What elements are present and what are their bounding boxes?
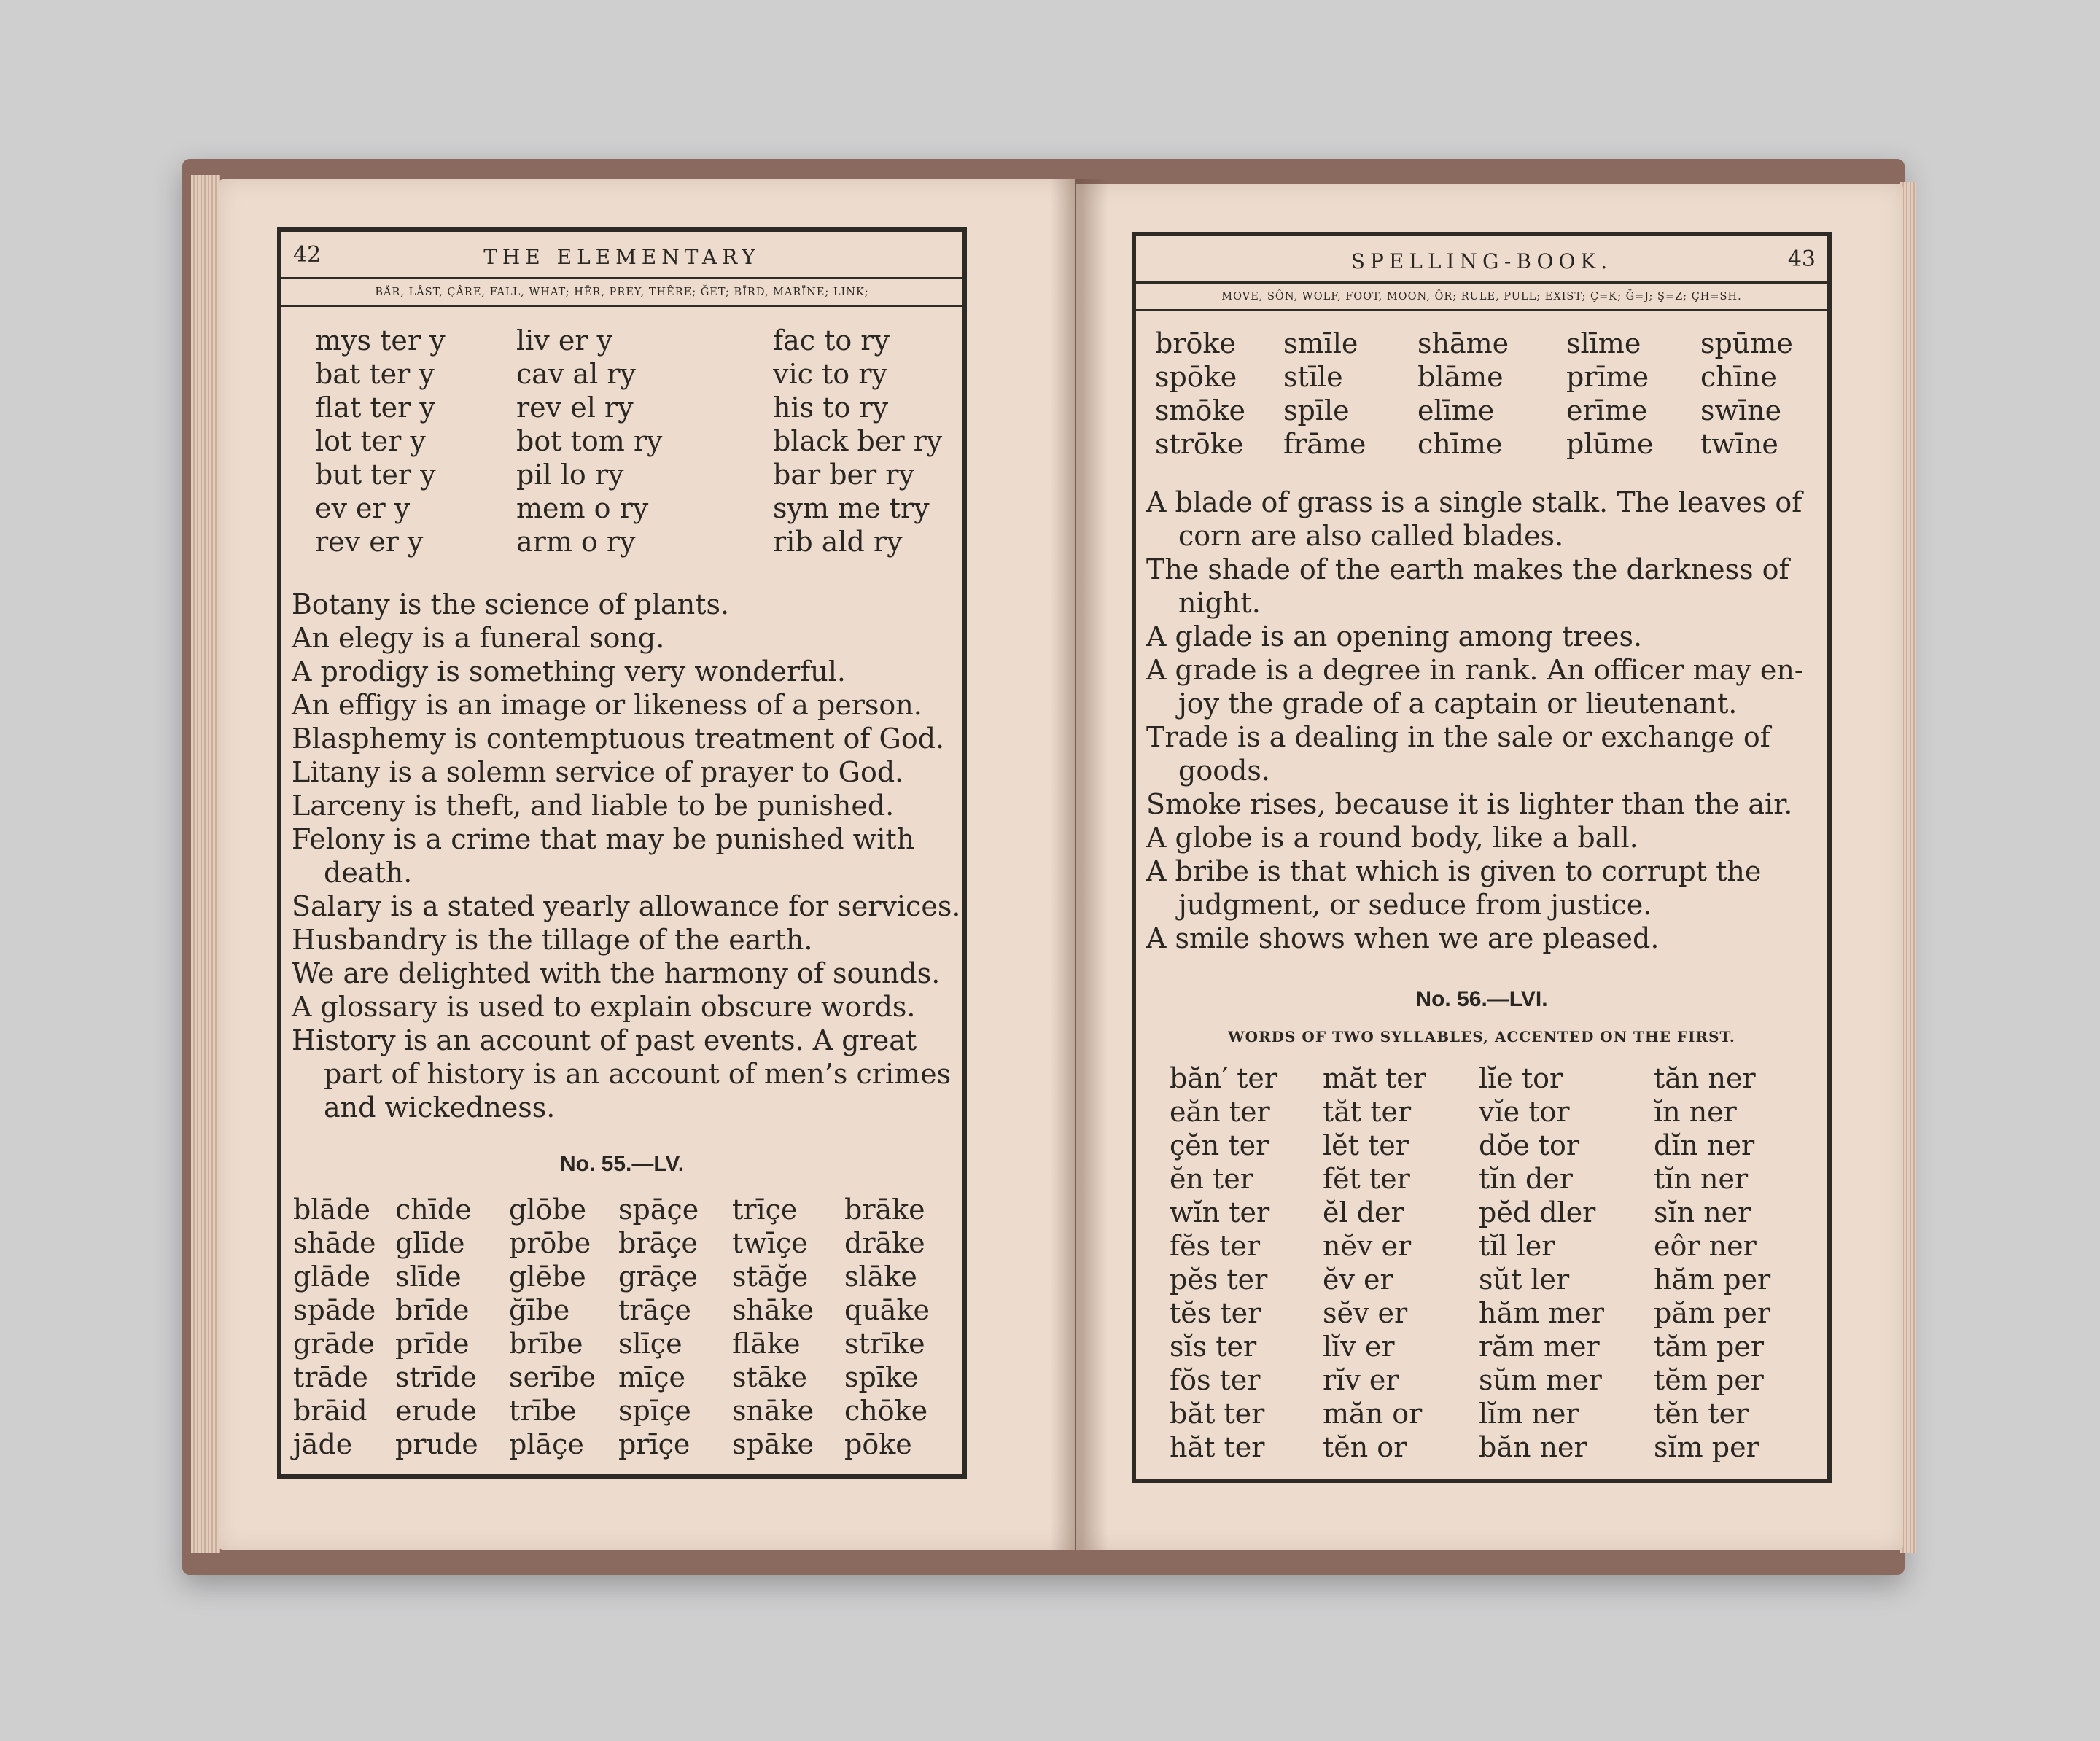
word-cell: his to ry [773, 392, 889, 424]
lesson-word: spāçe [618, 1193, 699, 1226]
lesson-word: brībe [509, 1328, 583, 1360]
lesson-word: lĭm ner [1479, 1398, 1579, 1430]
lesson-word: prude [395, 1428, 478, 1460]
lesson-title: No. 55.—LV. [559, 1152, 685, 1176]
lesson-word: tăt ter [1323, 1096, 1412, 1128]
word-cell: rev el ry [516, 392, 634, 424]
lesson-word: glīde [395, 1227, 465, 1259]
word-cell: rev er y [315, 526, 424, 558]
running-title: THE ELEMENTARY [483, 245, 761, 269]
sentence-line: An elegy is a funeral song. [292, 622, 665, 654]
word-cell: slīme [1566, 327, 1641, 359]
sentence-line: Trade is a dealing in the sale or exchange of [1146, 721, 1770, 753]
lesson-word: brāke [844, 1193, 925, 1226]
lesson-word: serībe [509, 1361, 596, 1393]
lesson-word: sĭm per [1654, 1431, 1759, 1463]
lesson-word: trībe [509, 1395, 577, 1427]
lesson-word: hăm mer [1479, 1297, 1604, 1329]
sentence-line: Husbandry is the tillage of the earth. [292, 924, 813, 956]
lesson-word: brāçe [618, 1227, 698, 1259]
lesson-word: hăt ter [1170, 1431, 1265, 1463]
lesson-word: sŭm mer [1479, 1364, 1602, 1396]
word-cell: lot ter y [315, 425, 426, 457]
word-cell: vic to ry [773, 358, 887, 390]
lesson-word: shāde [293, 1227, 376, 1259]
sentence-line: Smoke rises, because it is lighter than the air. [1146, 788, 1793, 820]
book-gutter [1050, 179, 1108, 1550]
lesson-word: dŏe tor [1479, 1129, 1580, 1161]
lesson-word: eăn ter [1170, 1096, 1270, 1128]
word-cell: mys ter y [315, 324, 446, 357]
lesson-word: grāde [293, 1328, 375, 1360]
lesson-word: dĭn ner [1654, 1129, 1755, 1161]
lesson-word: lĕt ter [1323, 1129, 1409, 1161]
sentence-line: A blade of grass is a single stalk. The leaves of [1146, 486, 1802, 518]
lesson-word: strīke [844, 1328, 925, 1360]
lesson-word: lĭv er [1323, 1331, 1395, 1363]
lesson-word: sŭt ler [1479, 1263, 1570, 1296]
lesson-word: quāke [844, 1294, 930, 1326]
sentence-line: A glossary is used to explain obscure words. [292, 991, 916, 1023]
sentence-line: History is an account of past events. A great [292, 1024, 917, 1056]
sentences [292, 588, 961, 1124]
lesson-table [293, 1193, 946, 1461]
lesson-word: brāid [293, 1395, 368, 1427]
pronunciation-key: MOVE, SÔN, WOLF, FOOT, MOON, ÔR; RULE, PULL; EXIST; Ç=K; Ğ=J; Ş=Z; ÇH=SH. [1136, 284, 1827, 311]
lesson-word: fŏs ter [1170, 1364, 1261, 1396]
sentence-line: Botany is the science of plants. [292, 588, 730, 620]
word-cell: arm o ry [516, 526, 636, 558]
lesson-word: mīçe [618, 1361, 685, 1393]
word-cell: frāme [1283, 428, 1366, 460]
word-cell: brōke [1155, 327, 1236, 359]
word-cell: sym me try [773, 492, 930, 524]
word-cell: swīne [1700, 394, 1782, 427]
lesson-word: shāke [732, 1294, 814, 1326]
word-cell: spōke [1155, 361, 1237, 393]
lesson-word: băn′ ter [1170, 1062, 1278, 1094]
lesson-word: glōbe [509, 1193, 587, 1226]
lesson-word: spāde [293, 1294, 376, 1326]
word-cell: smīle [1283, 327, 1358, 359]
sentence-line: night. [1178, 587, 1261, 619]
lesson-word: tĭl ler [1479, 1230, 1555, 1262]
lesson-word: pĕd dler [1479, 1196, 1596, 1228]
lesson-word: erude [395, 1395, 477, 1427]
word-cell: twīne [1700, 428, 1778, 460]
sentence-line: An effigy is an image or likeness of a person. [292, 689, 922, 721]
lesson-word: hăm per [1654, 1263, 1771, 1296]
word-cell: mem o ry [516, 492, 649, 524]
sentence-line: goods. [1178, 755, 1270, 787]
word-cell: smōke [1155, 394, 1245, 427]
sentence-line: Litany is a solemn service of prayer to God. [292, 756, 904, 788]
lesson-word: slīde [395, 1261, 462, 1293]
sentence-line: A glade is an opening among trees. [1146, 620, 1643, 653]
lesson-word: măn or [1323, 1398, 1423, 1430]
lesson-word: băn ner [1479, 1431, 1587, 1463]
word-cell: elīme [1418, 394, 1495, 427]
lesson-word: prīçe [618, 1428, 691, 1460]
lesson-word: măt ter [1323, 1062, 1426, 1094]
page-edges-left [191, 175, 220, 1553]
lesson-word: pĕs ter [1170, 1263, 1268, 1296]
lesson-word: chōke [844, 1395, 928, 1427]
lesson-word: stāke [732, 1361, 807, 1393]
word-cell: but ter y [315, 459, 436, 491]
running-title: SPELLING-BOOK. [1350, 249, 1613, 273]
word-cell: fac to ry [773, 324, 890, 357]
lesson-word: ĕn ter [1170, 1163, 1253, 1195]
word-cell: liv er y [516, 324, 613, 357]
lesson-word: glāde [293, 1261, 370, 1293]
lesson-word: glēbe [509, 1261, 586, 1293]
sentence-line: part of history is an account of men’s crimes [324, 1058, 952, 1090]
lesson-word: tăm per [1654, 1331, 1765, 1363]
lesson-word: grāçe [618, 1261, 698, 1293]
lesson-word: tĕm per [1654, 1364, 1764, 1396]
lesson-word: prōbe [509, 1227, 591, 1259]
lesson-word: trāçe [618, 1294, 691, 1326]
sentence-line: death. [324, 857, 413, 889]
lesson-word: wĭn ter [1170, 1196, 1270, 1228]
lesson-word: trīçe [732, 1193, 798, 1226]
word-cell: spīle [1283, 394, 1350, 427]
right-running-head [1136, 236, 1827, 284]
sentence-line: A globe is a round body, like a ball. [1146, 822, 1638, 854]
lesson-word: çĕn ter [1170, 1129, 1269, 1161]
lesson-word: spīçe [618, 1395, 691, 1427]
sentence-line: Salary is a stated yearly allowance for services. [292, 890, 961, 922]
word-cell: bot tom ry [516, 425, 663, 457]
left-running-head [281, 232, 962, 279]
word-cell: flat ter y [315, 392, 435, 424]
sentence-line: judgment, or seduce from justice. [1178, 889, 1652, 921]
word-cell: blāme [1418, 361, 1504, 393]
word-cell: chīne [1700, 361, 1777, 393]
lesson-word: jāde [293, 1428, 353, 1460]
word-cell: cav al ry [516, 358, 637, 390]
sentence-line: and wickedness. [324, 1091, 556, 1123]
lesson-word: stāğe [732, 1261, 809, 1293]
lesson-word: chīde [395, 1193, 472, 1226]
word-cell: ev er y [315, 492, 411, 524]
word-rows [1155, 327, 1802, 461]
sentence-line: A bribe is that which is given to corrupt the [1146, 855, 1762, 887]
word-cell: black ber ry [773, 425, 943, 457]
lesson-word: tĕn ter [1654, 1398, 1749, 1430]
word-cell: shāme [1418, 327, 1509, 359]
lesson-word: ğībe [509, 1294, 570, 1326]
word-cell: stīle [1283, 361, 1343, 393]
lesson-word: vĭe tor [1479, 1096, 1570, 1128]
lesson-word: tĭn ner [1654, 1163, 1749, 1195]
lesson-word: băt ter [1170, 1398, 1265, 1430]
word-cell: chīme [1418, 428, 1503, 460]
page-number: 42 [293, 242, 322, 268]
lesson-title: No. 56.—LVI. [1415, 987, 1548, 1011]
word-columns [315, 324, 962, 558]
lesson-word: trāde [293, 1361, 368, 1393]
lesson-word: rĭv er [1323, 1364, 1399, 1396]
sentence-line: corn are also called blades. [1178, 520, 1564, 552]
lesson-word: tĭn der [1479, 1163, 1573, 1195]
lesson-word: brīde [395, 1294, 470, 1326]
lesson-word: ĭn ner [1654, 1096, 1737, 1128]
word-cell: spūme [1700, 327, 1793, 359]
lesson-word: tĕs ter [1170, 1297, 1261, 1329]
sentence-line: A grade is a degree in rank. An officer may en- [1146, 654, 1804, 686]
sentence-line: Larceny is theft, and liable to be punished. [292, 790, 895, 822]
pronunciation-key: BÄR, LÅST, ÇÂRE, FALL, WHAT; HĒR, PREY, THÊRE; ĞET; BĪRD, MARÏNE; LINK; [281, 280, 962, 307]
lesson-word: strīde [395, 1361, 477, 1393]
page-number: 43 [1787, 246, 1816, 272]
lesson-word: lĭe tor [1479, 1062, 1563, 1094]
word-cell: rib ald ry [773, 526, 903, 558]
lesson-word: fĕs ter [1170, 1230, 1261, 1262]
lesson-word: răm mer [1479, 1331, 1600, 1363]
sentence-line: Blasphemy is contemptuous treatment of God. [292, 723, 945, 755]
lesson-word: plāçe [509, 1428, 584, 1460]
word-cell: pil lo ry [516, 459, 624, 491]
word-cell: plūme [1566, 428, 1654, 460]
lesson-word: ĕv er [1323, 1263, 1393, 1296]
word-cell: prīme [1566, 361, 1649, 393]
sentence-line: We are delighted with the harmony of sounds. [292, 957, 941, 989]
lesson-word: tĕn or [1323, 1431, 1407, 1463]
word-cell: strōke [1155, 428, 1244, 460]
lesson-word: ĕl der [1323, 1196, 1404, 1228]
lesson-word: sĭn ner [1654, 1196, 1751, 1228]
sentence-line: A prodigy is something very wonderful. [292, 655, 846, 688]
lesson-table [1170, 1062, 1800, 1464]
left-page-frame [277, 227, 967, 1479]
lesson-word: spāke [732, 1428, 814, 1460]
lesson-word: slīçe [618, 1328, 682, 1360]
sentence-line: Felony is a crime that may be punished with [292, 823, 915, 855]
lesson-word: spīke [844, 1361, 919, 1393]
lesson-word: eôr ner [1654, 1230, 1757, 1262]
sentence-line: The shade of the earth makes the darkness of [1146, 553, 1789, 585]
lesson-word: flāke [732, 1328, 801, 1360]
lesson-word: drāke [844, 1227, 925, 1259]
lesson-subtitle: WORDS OF TWO SYLLABLES, ACCENTED ON THE FIRST. [1228, 1028, 1735, 1045]
lesson-word: sĕv er [1323, 1297, 1408, 1329]
lesson-word: pōke [844, 1428, 912, 1460]
lesson-word: slāke [844, 1261, 917, 1293]
word-cell: bar ber ry [773, 459, 914, 491]
sentences [1146, 486, 1823, 955]
lesson-word: snāke [732, 1395, 814, 1427]
lesson-word: blāde [293, 1193, 370, 1226]
sentence-line: joy the grade of a captain or lieutenant. [1178, 688, 1738, 720]
lesson-word: fĕt ter [1323, 1163, 1410, 1195]
lesson-word: sĭs ter [1170, 1331, 1257, 1363]
lesson-word: nĕv er [1323, 1230, 1412, 1262]
right-page-frame [1132, 232, 1832, 1483]
lesson-word: twīçe [732, 1227, 808, 1259]
word-cell: bat ter y [315, 358, 435, 390]
sentence-line: A smile shows when we are pleased. [1146, 922, 1660, 954]
lesson-word: prīde [395, 1328, 470, 1360]
lesson-word: păm per [1654, 1297, 1771, 1329]
lesson-word: tăn ner [1654, 1062, 1756, 1094]
word-cell: erīme [1566, 394, 1648, 427]
